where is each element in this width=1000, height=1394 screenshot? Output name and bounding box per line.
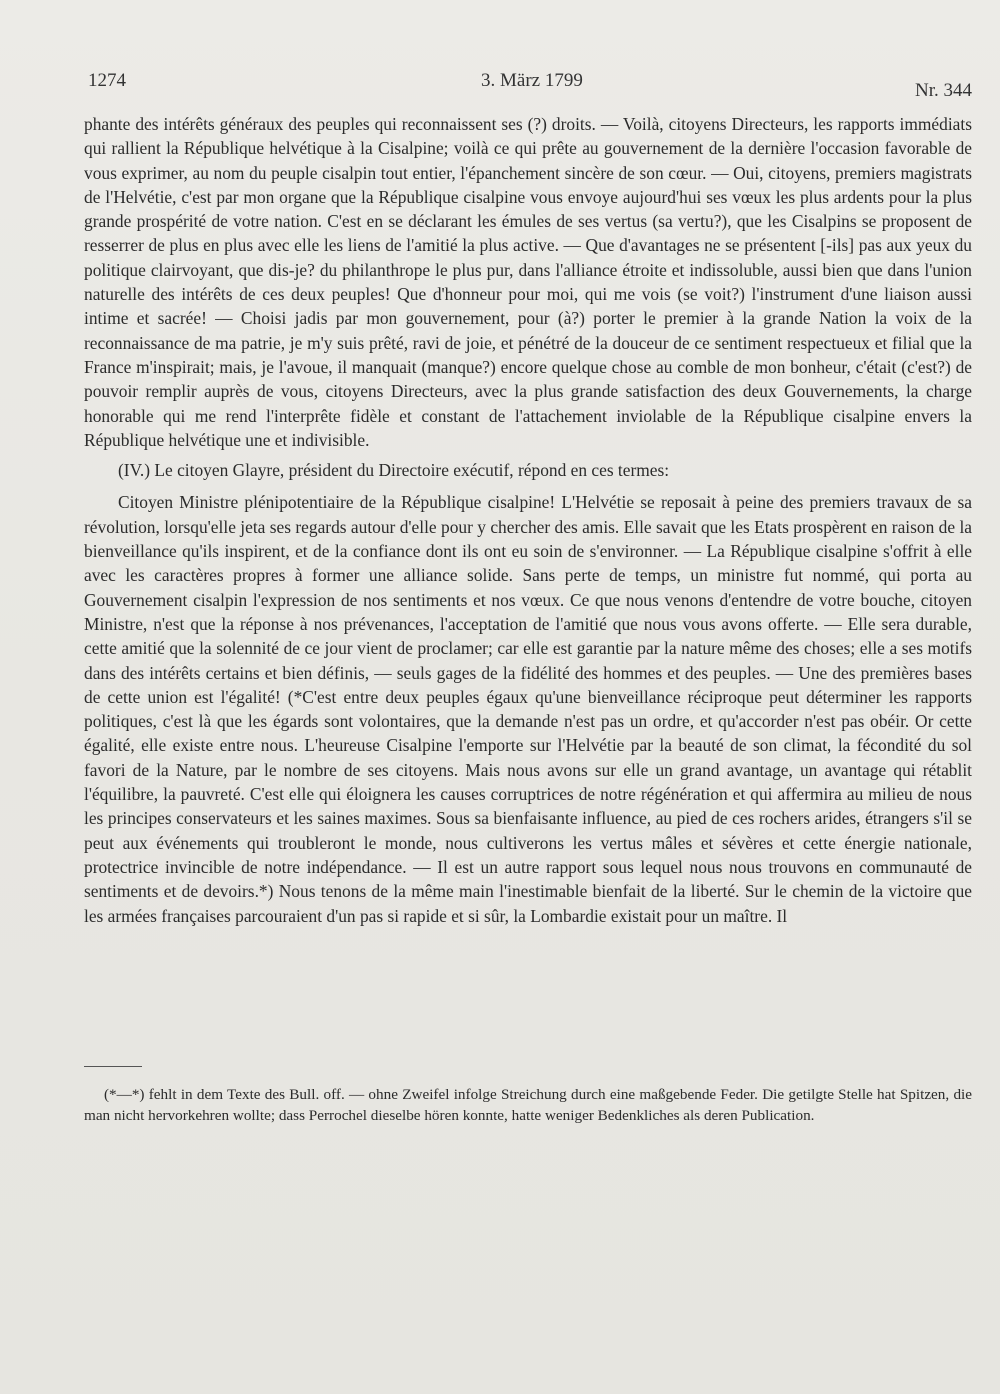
page-number: 1274 [88, 70, 126, 91]
paragraph-continuation: phante des intérêts généraux des peuples qui reconnaissent ses (?) droits. — Voilà, citoyens Directeurs, les rapports immédiats qui rallient la République helvétique à la Cisalpine; voilà ce qui prête au gouvernement de la dernière l'occasion favorable de vous exprimer, au nom du peuple cisalpin tout entier, l'épanchement sincère de son cœur. — Oui, citoyens, premiers magistrats de l'Helvétie, c'est par mon organe que la République cisalpine vous envoye aujourd'hui ses vœux les plus ardents pour la plus grande prospérité de votre nation. C'est en se déclarant les émules de ses vertus (sa vertu?), que les Cisalpins se proposent de resserrer de plus en plus avec elle les liens de l'amitié la plus active. — Que d'avantages ne se présentent [-ils] pas aux yeux du politique clairvoyant, que dis-je? du philanthrope le plus pur, dans l'alliance étroite et indissoluble, aussi bien que dans l'union naturelle des intérêts de ces deux peuples! Que d'honneur pour moi, qui me vois (se voit?) l'instrument d'une liaison aussi intime et sacrée! — Choisi jadis par mon gouvernement, pour (à?) porter le premier à la grande Nation la voix de la reconnaissance de ma patrie, je m'y suis prêté, ravi de joie, et pénétré de la douceur de ce sentiment respectueux et filial que la France m'inspirait; mais, je l'avoue, il manquait (manque?) encore quelque chose au comble de mon bonheur, c'était (c'est?) de pouvoir remplir auprès de vous, citoyens Directeurs, avec la plus grande satisfaction des deux Gouvernements, la charge honorable qui me rend l'interprête fidèle et constant de l'attachement inviolable de la République cisalpine envers la République helvétique une et indivisible. [84, 114, 972, 450]
footnote: (*—*) fehlt in dem Texte des Bull. off. — ohne Zweifel infolge Streichung durch eine maßgebende Feder. Die getilgte Stelle hat Spitzen, die man nicht hervorkehren wollte; dass Perrochel dieselbe hören konnte, hatte weniger Bedenkliches als deren Publication. [84, 1086, 972, 1124]
body-text [84, 112, 972, 928]
document-number: Nr. 344 [915, 80, 972, 101]
footnote-divider [84, 1066, 142, 1067]
paragraph-section-iv: (IV.) Le citoyen Glayre, président du Directoire exécutif, répond en ces termes: [118, 460, 670, 481]
running-head [88, 70, 972, 101]
header-date: 3. März 1799 [481, 70, 583, 91]
paragraph-glayre-reply: Citoyen Ministre plénipotentiaire de la République cisalpine! L'Helvétie se reposait à peine des premiers travaux de sa révolution, lorsqu'elle jeta ses regards autour d'elle pour y chercher des amis. Elle savait que les Etats prospèrent en raison de la bienveillance qu'ils inspirent, et de la confiance dont ils ont eu soin de s'environner. — La République cisalpine s'offrit à elle avec les caractères propres à former une alliance solide. Sans perte de temps, un ministre fut nommé, qui porta au Gouvernement cisalpin l'expression de nos sentiments et nos vœux. Ce que nous venons d'entendre de votre bouche, citoyen Ministre, n'est que la réponse à nos prévenances, l'acceptation de l'amitié que nous vous avons offerte. — Elle sera durable, cette amitié que la solennité de ce jour vient de proclamer; car elle est garantie par la nature même des choses; elle a ses motifs dans des intérêts certains et bien définis, — seuls gages de la fidélité des hommes et des peuples. — Une des premières bases de cette union est l'égalité! (*C'est entre deux peuples égaux qu'une bienveillance réciproque peut déterminer les rapports politiques, c'est là que les égards sont volontaires, que la demande n'est pas un ordre, et qu'accorder n'est pas obéir. Or cette égalité, elle existe entre nous. L'heureuse Cisalpine l'emporte sur l'Helvétie par la beauté de son climat, la fécondité du sol favori de la Nature, par le nombre de ses citoyens. Mais nous avons sur elle un grand avantage, un avantage qui rétablit l'équilibre, la pauvreté. C'est elle qui éloignera les causes corruptrices de notre régénération et qui affermira au milieu de nous les principes conservateurs et les saines maximes. Sous sa bienfaisante influence, au pied de ces rochers arides, étrangers s'il se peut aux événements qui troubleront le monde, nous cultiverons les vertus mâles et sévères et cette énergie nationale, protectrice invincible de notre indépendance. — Il est un autre rapport sous lequel nous nous trouvons en communauté de sentiments et de devoirs.*) Nous tenons de la même main l'inestimable bienfait de la liberté. Sur le chemin de la victoire que les armées françaises parcouraient d'un pas si rapide et si sûr, la Lombardie existait pour un maître. Il [84, 492, 972, 926]
